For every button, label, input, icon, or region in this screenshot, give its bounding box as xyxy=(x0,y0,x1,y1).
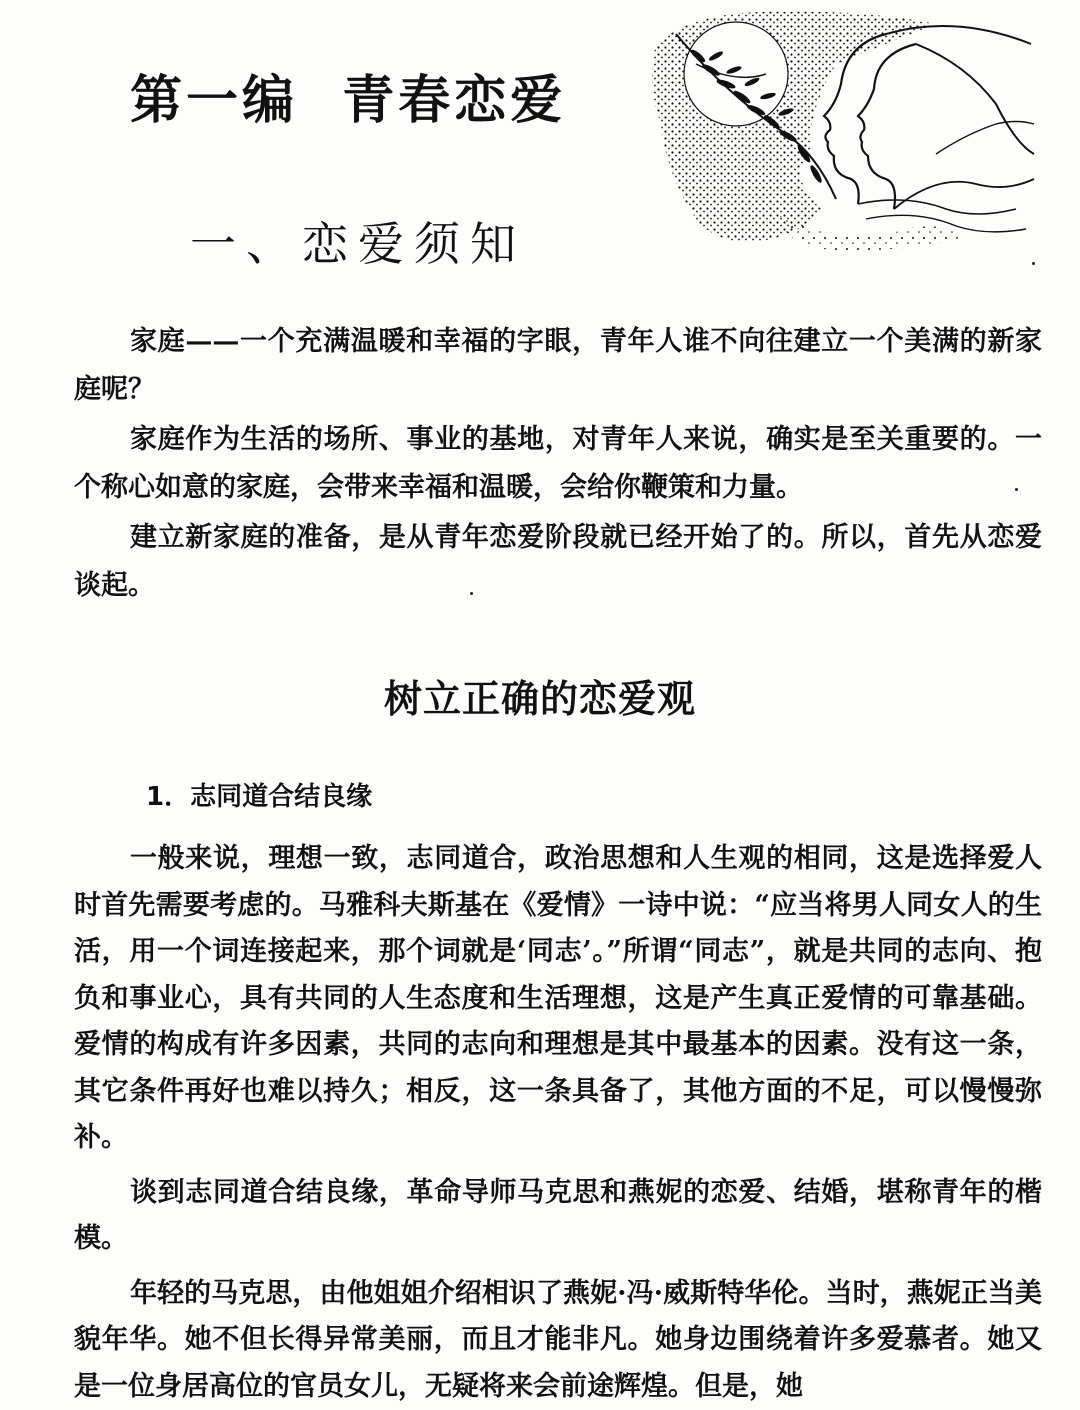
chapter-title: 一、恋爱须知 xyxy=(190,208,526,274)
body-paragraph: 一般来说，理想一致，志同道合，政治思想和人生观的相同，这是选择爱人时首先需要考虑的。马雅科夫斯基在《爱情》一诗中说：“应当将男人同女人的生活，用一个词连接起来，那个词就是‘同志’。”所谓“同志”，就是共同的志向、抱负和事业心，具有共同的人生态度和生活理想，这是产生真正爱情的可靠基础。爱情的构成有许多因素，共同的志向和理想是其中最基本的因素。没有这一条，其它条件再好也难以持久；相反，这一条具备了，其他方面的不足，可以慢慢弥补。 xyxy=(74,836,1042,1162)
intro-paragraph: 家庭作为生活的场所、事业的基地，对青年人来说，确实是至关重要的。一个称心如意的家庭，会带来幸福和温暖，会给你鞭策和力量。 xyxy=(74,416,1042,512)
silhouette-illustration-icon xyxy=(636,4,1036,254)
intro-section xyxy=(74,318,1042,610)
body-section xyxy=(74,836,1042,1410)
section-title: 树立正确的恋爱观 xyxy=(0,668,1080,723)
part-title: 第一编 青春恋爱 xyxy=(130,58,566,133)
subheading: 1．志同道合结良缘 xyxy=(146,776,372,813)
intro-paragraph: 建立新家庭的准备，是从青年恋爱阶段就已经开始了的。所以，首先从恋爱谈起。 xyxy=(74,514,1042,610)
scan-speck xyxy=(1015,488,1018,491)
body-paragraph: 年轻的马克思，由他姐姐介绍相识了燕妮·冯·威斯特华伦。当时，燕妮正当美貌年华。她不但长得异常美丽，而且才能非凡。她身边围绕着许多爱慕者。她又是一位身居高位的官员女儿，无疑将来会前途辉煌。但是，她 xyxy=(74,1271,1042,1410)
body-paragraph: 谈到志同道合结良缘，革命导师马克思和燕妮的恋爱、结婚，堪称青年的楷模。 xyxy=(74,1170,1042,1263)
scan-speck xyxy=(1032,262,1035,265)
scan-speck xyxy=(470,592,473,595)
intro-paragraph: 家庭——一个充满温暖和幸福的字眼，青年人谁不向往建立一个美满的新家庭呢？ xyxy=(74,318,1042,414)
